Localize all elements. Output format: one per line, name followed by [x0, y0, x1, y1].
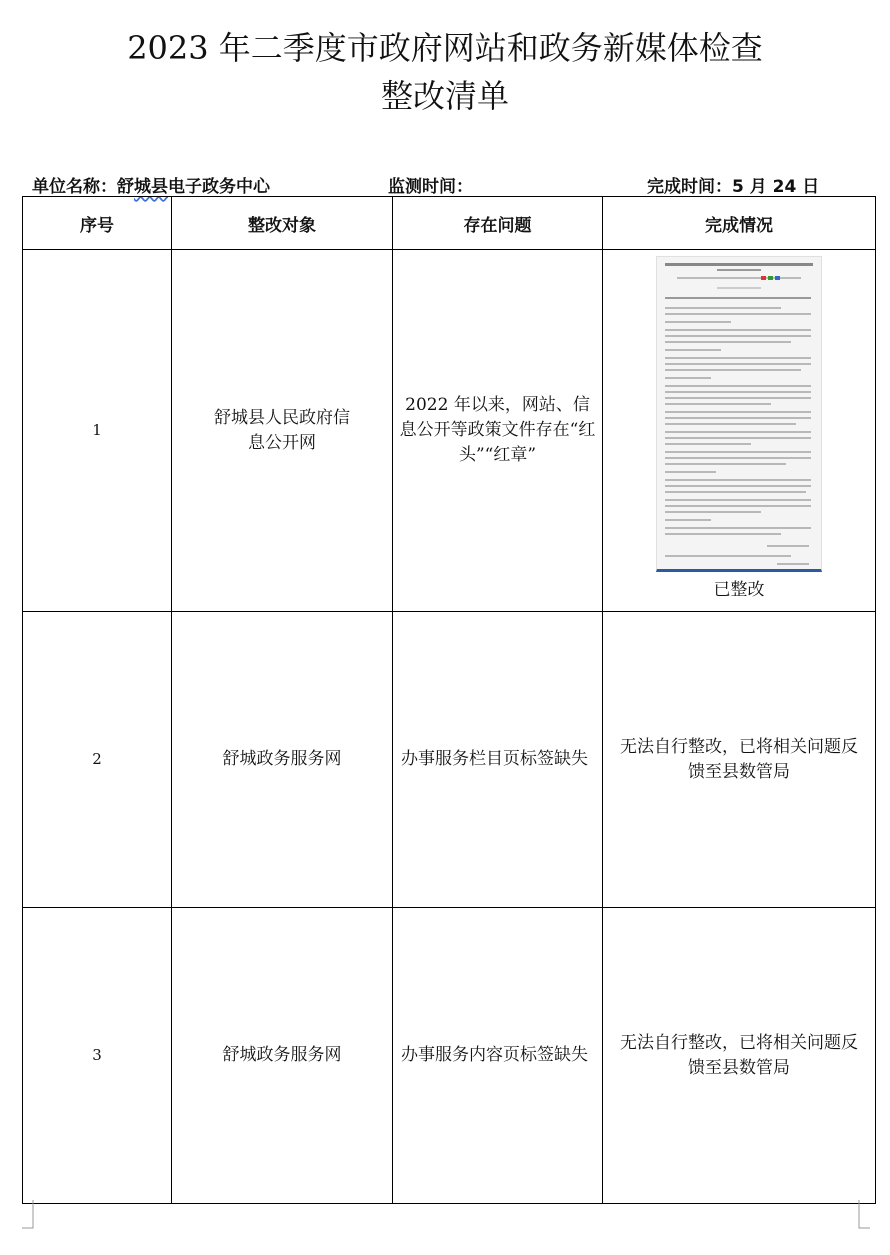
- row-issue: 办事服务栏目页标签缺失: [393, 612, 603, 908]
- unit-name-spellcheck: 城县: [134, 177, 168, 197]
- row-index: 3: [23, 908, 172, 1204]
- unit-name: [32, 172, 270, 197]
- unit-name-rest: 电子政务中心: [168, 177, 270, 197]
- row-index: 1: [23, 250, 172, 612]
- row-status: [603, 250, 876, 612]
- table-row: [23, 908, 876, 1204]
- table-row: [23, 612, 876, 908]
- finish-time: 完成时间：5 月 24 日: [647, 177, 820, 197]
- page-corner-mark-left: [22, 1200, 34, 1230]
- page-title-line2: 整改清单: [380, 77, 509, 115]
- row-target: 舒城政务服务网: [172, 612, 393, 908]
- row-status: 无法自行整改，已将相关问题反馈至县数管局: [603, 908, 876, 1204]
- row-target: 舒城政务服务网: [172, 908, 393, 1204]
- row-issue: 2022 年以来，网站、信息公开等政策文件存在“红头”“红章”: [393, 250, 603, 612]
- row-target: 舒城县人民政府信息公开网: [172, 250, 393, 612]
- page-corner-mark-right: [858, 1200, 870, 1230]
- table-row: [23, 250, 876, 612]
- table-header-row: [23, 197, 876, 250]
- status-label: 已整改: [713, 580, 765, 600]
- rectification-table: [22, 196, 876, 1204]
- header-issue: 存在问题: [393, 197, 603, 250]
- row-index: 2: [23, 612, 172, 908]
- row-status: 无法自行整改，已将相关问题反馈至县数管局: [603, 612, 876, 908]
- unit-label: 单位名称：: [32, 177, 117, 197]
- header-status: 完成情况: [603, 197, 876, 250]
- unit-name-first: 舒: [117, 177, 134, 197]
- row-issue: 办事服务内容页标签缺失: [393, 908, 603, 1204]
- page-title-line1: 2023 年二季度市政府网站和政务新媒体检查: [127, 29, 763, 67]
- document-screenshot-icon: [656, 256, 822, 572]
- monitor-time: 监测时间：: [388, 177, 473, 197]
- header-index: 序号: [23, 197, 172, 250]
- header-target: 整改对象: [172, 197, 393, 250]
